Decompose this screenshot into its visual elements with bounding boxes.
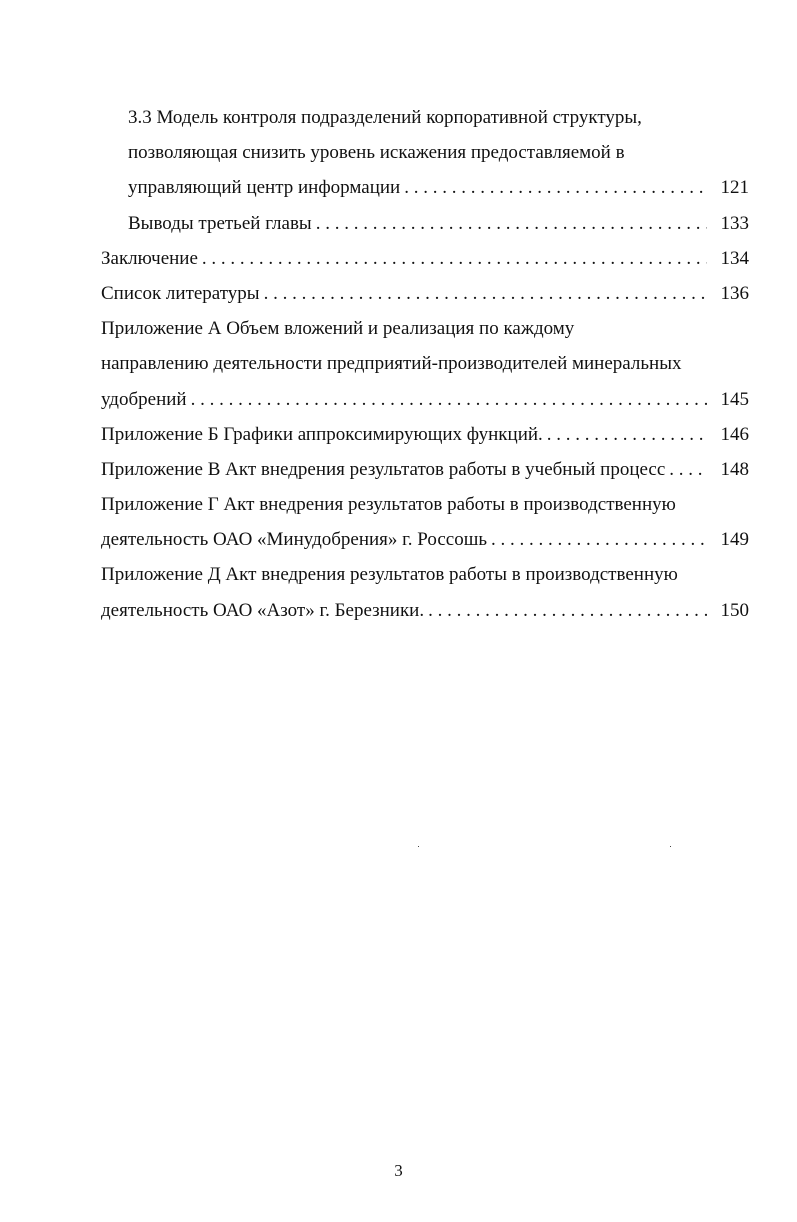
toc-entry-appendix-g [101, 487, 749, 557]
toc-line: Приложение Г Акт внедрения результатов работы в производственную [101, 494, 676, 516]
table-of-contents [101, 100, 749, 628]
toc-line: деятельность ОАО «Азот» г. Березники. [101, 599, 425, 621]
toc-line-last [101, 417, 749, 452]
toc-page-number: 148 [720, 458, 749, 480]
toc-line: позволяющая снизить уровень искажения предоставляемой в [128, 142, 625, 164]
dot-leader [428, 593, 707, 628]
toc-page-number: 145 [720, 388, 749, 410]
toc-line: Приложение В Акт внедрения результатов работы в учебный процесс [101, 458, 666, 480]
toc-line-last [101, 276, 749, 311]
toc-line-last [101, 206, 749, 241]
dot-leader [404, 170, 707, 205]
scan-speck [670, 846, 671, 847]
toc-entry-references [101, 276, 749, 311]
dot-leader [669, 452, 707, 487]
toc-line-last [101, 452, 749, 487]
toc-page-number: 133 [720, 212, 749, 234]
toc-line: Приложение Д Акт внедрения результатов работы в производственную [101, 564, 678, 586]
toc-page-number: 136 [720, 282, 749, 304]
toc-entry-3-3-model [101, 100, 749, 206]
toc-page-number: 150 [720, 599, 749, 621]
dot-leader [191, 382, 707, 417]
dot-leader [547, 417, 707, 452]
page-number: 3 [394, 1161, 403, 1180]
toc-line: Приложение А Объем вложений и реализация по каждому [101, 318, 575, 340]
toc-entry-conclusion [101, 241, 749, 276]
dot-leader [316, 206, 707, 241]
toc-page-number: 121 [720, 177, 749, 199]
toc-line: Список литературы [101, 282, 260, 304]
toc-line: направлению деятельности предприятий-производителей минеральных [101, 353, 682, 375]
toc-entry-chapter-3-conclusions [101, 206, 749, 241]
toc-entry-appendix-b [101, 417, 749, 452]
toc-line: Приложение Б Графики аппроксимирующих функций. [101, 423, 543, 445]
toc-line: 3.3 Модель контроля подразделений корпоративной структуры, [128, 107, 642, 128]
toc-line-last [101, 522, 749, 557]
toc-line: деятельность ОАО «Минудобрения» г. Россошь [101, 529, 488, 551]
toc-line-last [101, 593, 749, 628]
toc-line-last [101, 241, 749, 276]
toc-line-last [101, 382, 749, 417]
toc-entry-appendix-a [101, 311, 749, 417]
toc-line-last [101, 170, 749, 205]
toc-line: управляющий центр информации [128, 177, 401, 199]
dot-leader [202, 241, 707, 276]
toc-line: удобрений [101, 388, 187, 410]
toc-page-number: 146 [720, 423, 749, 445]
dot-leader [264, 276, 707, 311]
toc-entry-appendix-d [101, 557, 749, 627]
dot-leader [491, 522, 707, 557]
toc-page-number: 134 [720, 247, 749, 269]
toc-page-number: 149 [720, 529, 749, 551]
toc-line: Заключение [101, 247, 198, 269]
toc-entry-appendix-v [101, 452, 749, 487]
toc-line: Выводы третьей главы [128, 212, 312, 234]
scan-speck [418, 846, 419, 847]
